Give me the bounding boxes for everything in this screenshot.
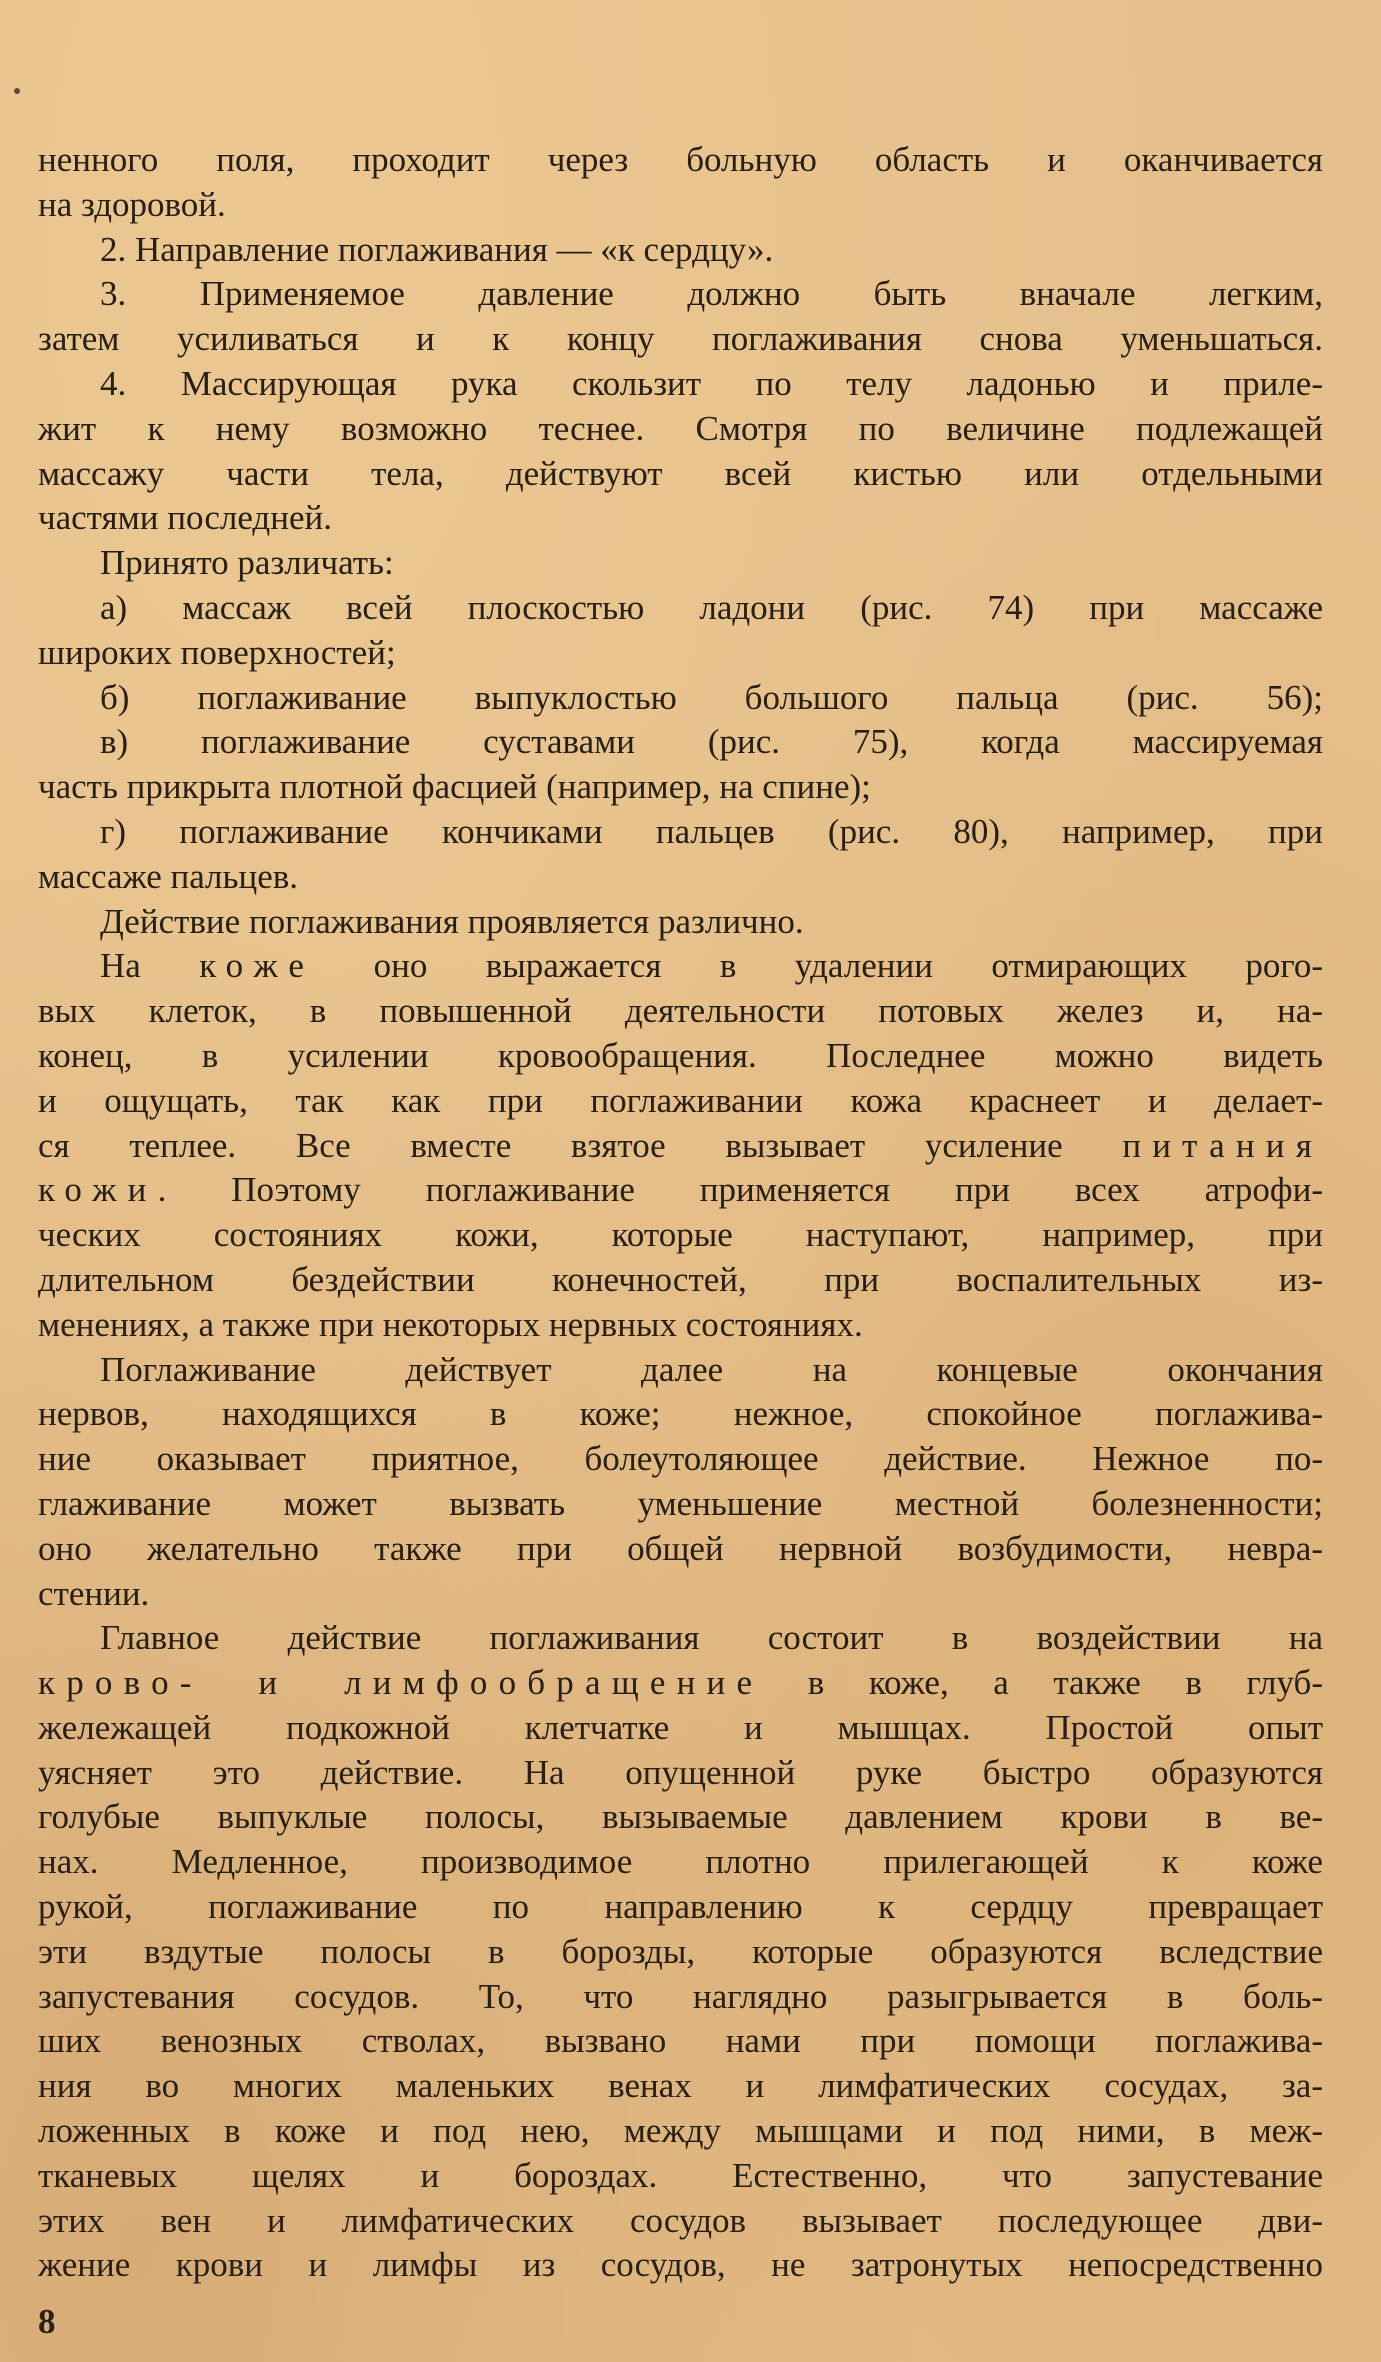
text-line: Действие поглаживания проявляется различно.	[100, 901, 804, 941]
text-line: уясняет это действие. На опущенной руке быстро образуются	[38, 1752, 1323, 1792]
text-line: 4. Массирующая рука скользит по телу ладонью и приле-	[100, 363, 1323, 403]
text-line: в) поглаживание суставами (рис. 75), когда массируемая	[100, 722, 1323, 762]
text-line: жит к нему возможно теснее. Смотря по величине подлежащей	[38, 408, 1323, 448]
page-body	[38, 138, 1323, 2288]
text-line: частями последней.	[38, 498, 332, 538]
text-line: Принято различать:	[100, 543, 394, 583]
text-line: стении.	[38, 1573, 150, 1613]
text-line: ния во многих маленьких венах и лимфатических сосудах, за-	[38, 2066, 1323, 2106]
text-line	[38, 1661, 1323, 1706]
page-number: 8	[38, 2302, 56, 2341]
text-line	[38, 944, 1323, 989]
text-line: ненного поля, проходит через больную область и оканчивается	[38, 140, 1323, 179]
text-line: вых клеток, в повышенной деятельности потовых желез и, на-	[38, 991, 1323, 1031]
text-line: запустевания сосудов. То, что наглядно разыгрывается в боль-	[38, 1976, 1323, 2016]
spaced-emphasis: крово- и лимфообращение	[38, 1663, 764, 1703]
text-line: рукой, поглаживание по направлению к сердцу превращает	[38, 1887, 1323, 1927]
spaced-emphasis: коже	[199, 946, 316, 986]
text-line: нервов, находящихся в коже; нежное, спокойное поглажива-	[38, 1394, 1323, 1434]
text-line: б) поглаживание выпуклостью большого пальца (рис. 56);	[100, 677, 1323, 717]
text-line: ние оказывает приятное, болеутоляющее действие. Нежное по-	[38, 1439, 1323, 1479]
text-line: глаживание может вызвать уменьшение местной болезненности;	[38, 1483, 1323, 1523]
text-line: эти вздутые полосы в борозды, которые образуются вследствие	[38, 1931, 1323, 1971]
text-line: Поглаживание действует далее на концевые окончания	[100, 1349, 1323, 1389]
text-line: и ощущать, так как при поглаживании кожа краснеет и делает-	[38, 1080, 1323, 1120]
text-line: менениях, а также при некоторых нервных состояниях.	[38, 1304, 863, 1344]
text-line: на здоровой.	[38, 184, 226, 224]
text-line: голубые выпуклые полосы, вызываемые давлением крови в ве-	[38, 1797, 1323, 1837]
text-line: Главное действие поглаживания состоит в воздействии на	[100, 1618, 1323, 1658]
text-line: этих вен и лимфатических сосудов вызывает последующее дви-	[38, 2200, 1323, 2240]
spaced-emphasis: питания	[1122, 1125, 1323, 1165]
text-line: оно желательно также при общей нервной возбудимости, невра-	[38, 1528, 1323, 1568]
text-line: ческих состояниях кожи, которые наступают, например, при	[38, 1215, 1323, 1255]
text-segment: ся теплее. Все вместе взятое вызывает усиление	[38, 1125, 1123, 1165]
text-line: конец, в усилении кровообращения. Последнее можно видеть	[38, 1035, 1323, 1075]
text-line: затем усиливаться и к концу поглаживания снова уменьшаться.	[38, 319, 1323, 359]
text-line: а) массаж всей плоскостью ладони (рис. 74) при массаже	[100, 587, 1323, 627]
text-line: нах. Медленное, производимое плотно прилегающей к коже	[38, 1842, 1323, 1882]
text-line: 2. Направление поглаживания — «к сердцу».	[100, 229, 774, 269]
text-line: ших венозных стволах, вызвано нами при помощи поглажива-	[38, 2021, 1323, 2061]
text-line: жение крови и лимфы из сосудов, не затронутых непосредственно	[38, 2245, 1323, 2285]
text-line: 3. Применяемое давление должно быть вначале легким,	[100, 274, 1323, 314]
text-segment: На	[100, 946, 200, 986]
text-line: широких поверхностей;	[38, 632, 396, 672]
text-line: часть прикрыта плотной фасцией (например, на спине);	[38, 767, 871, 807]
text-line: длительном бездействии конечностей, при воспалительных из-	[38, 1259, 1323, 1299]
spaced-emphasis: кожи	[38, 1170, 158, 1210]
print-speck	[14, 88, 20, 94]
text-line	[38, 1124, 1323, 1169]
text-segment: в коже, а также в глуб-	[763, 1663, 1323, 1703]
text-segment: . Поэтому поглаживание применяется при всех атрофи-	[157, 1170, 1323, 1210]
text-line: ложенных в коже и под нею, между мышцами и под ними, в меж-	[38, 2111, 1323, 2151]
text-line: жележащей подкожной клетчатке и мышцах. Простой опыт	[38, 1707, 1323, 1747]
text-line	[38, 1168, 1323, 1213]
text-line: тканевых щелях и бороздах. Естественно, что запустевание	[38, 2155, 1323, 2195]
text-segment: оно выражается в удалении отмирающих рого-	[315, 946, 1323, 986]
text-line: массаже пальцев.	[38, 856, 299, 896]
text-line: массажу части тела, действуют всей кистью или отдельными	[38, 453, 1323, 493]
text-line: г) поглаживание кончиками пальцев (рис. 80), например, при	[100, 811, 1323, 851]
